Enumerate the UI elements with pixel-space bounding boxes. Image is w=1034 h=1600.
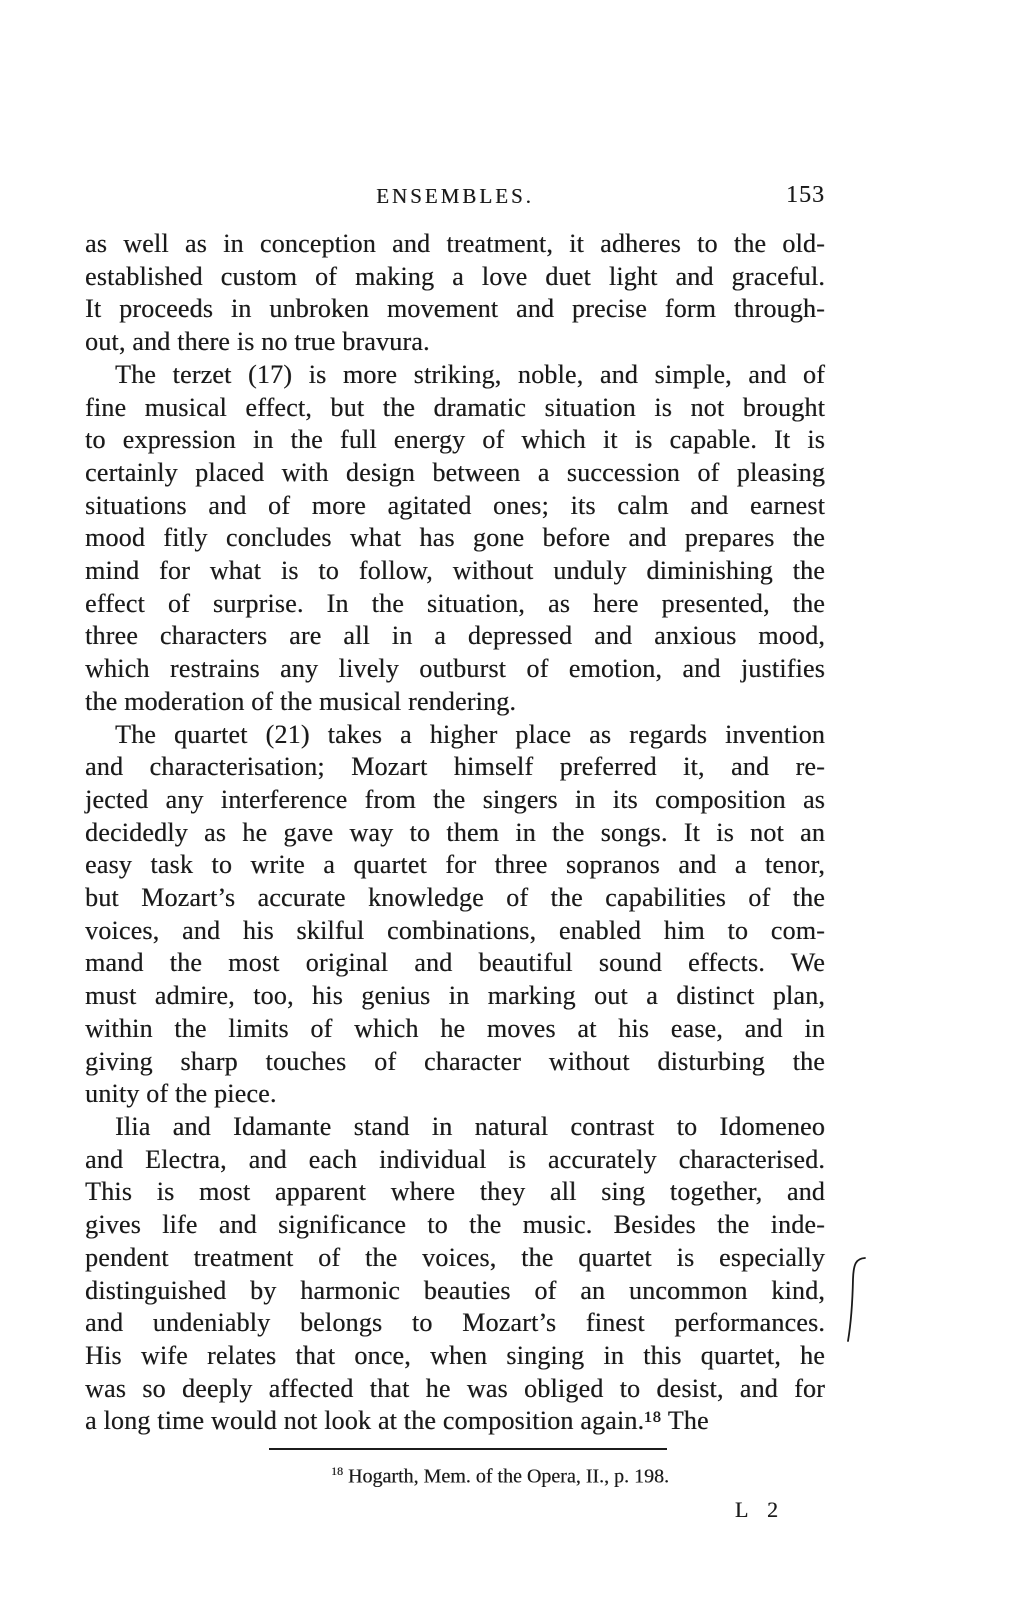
text-line: must admire, too, his genius in marking out a distinct plan, <box>85 981 825 1011</box>
text-line: pendent treatment of the voices, the quartet is especially <box>85 1242 825 1272</box>
text-line: voices, and his skilful combinations, enabled him to com- <box>85 915 825 945</box>
text-line: gives life and significance to the music. Besides the inde- <box>85 1210 825 1240</box>
text-line: and characterisation; Mozart himself preferred it, and re- <box>85 752 825 782</box>
text-line: Ilia and Idamante stand in natural contrast to Idomeneo <box>115 1111 825 1141</box>
footnote-marker: 18 <box>330 1464 343 1479</box>
text-line: established custom of making a love duet light and graceful. <box>85 261 825 291</box>
text-line: mood fitly concludes what has gone before and prepares the <box>85 523 825 553</box>
text-line: mind for what is to follow, without unduly diminishing the <box>85 556 825 586</box>
printers-signature: L 2 <box>734 1496 785 1522</box>
text-line: situations and of more agitated ones; its calm and earnest <box>85 490 825 520</box>
text-line: within the limits of which he moves at his ease, and in <box>85 1013 825 1043</box>
text-line: and undeniably belongs to Mozart’s finest performances. <box>85 1308 825 1338</box>
text-line: decidedly as he gave way to them in the songs. It is not an <box>85 817 825 847</box>
text-line: was so deeply affected that he was obliged to desist, and for <box>85 1373 825 1403</box>
text-line: It proceeds in unbroken movement and precise form through- <box>85 294 825 324</box>
footnote <box>85 1464 825 1489</box>
text-line: fine musical effect, but the dramatic situation is not brought <box>85 392 825 422</box>
text-line: and Electra, and each individual is accurately characterised. <box>85 1144 825 1174</box>
text-line: which restrains any lively outburst of emotion, and justifies <box>85 654 825 684</box>
text-line: The quartet (21) takes a higher place as regards invention <box>115 719 825 749</box>
text-line: unity of the piece. <box>85 1079 277 1109</box>
text-line: distinguished by harmonic beauties of an uncommon kind, <box>85 1275 825 1305</box>
text-line: but Mozart’s accurate knowledge of the capabilities of the <box>85 883 825 913</box>
marginal-pen-mark-icon <box>843 1250 873 1346</box>
text-line: easy task to write a quartet for three sopranos and a tenor, <box>85 850 825 880</box>
text-line: This is most apparent where they all sing together, and <box>85 1177 825 1207</box>
text-line: certainly placed with design between a succession of pleasing <box>85 457 825 487</box>
footnote-rule <box>269 1448 667 1450</box>
text-line: as well as in conception and treatment, it adheres to the old- <box>85 229 825 258</box>
page-header <box>85 184 825 212</box>
text-line: His wife relates that once, when singing in this quartet, he <box>85 1340 825 1370</box>
page-number: 153 <box>786 182 825 208</box>
running-title: ENSEMBLES. <box>376 184 534 208</box>
text-line: mand the most original and beautiful sound effects. We <box>85 948 825 978</box>
text-line: out, and there is no true bravura. <box>85 327 430 357</box>
text-line: The terzet (17) is more striking, noble, and simple, and of <box>115 359 825 389</box>
text-block <box>85 184 825 1523</box>
footnote-text: Hogarth, Mem. of the Opera, II., p. 198. <box>347 1465 670 1488</box>
body-text <box>85 228 825 1438</box>
text-line: three characters are all in a depressed and anxious mood, <box>85 621 825 651</box>
text-line: a long time would not look at the composition again.¹⁸ The <box>85 1406 709 1436</box>
text-line: jected any interference from the singers in its composition as <box>85 784 825 814</box>
text-line: the moderation of the musical rendering. <box>85 686 517 716</box>
text-line: to expression in the full energy of which it is capable. It is <box>85 425 825 455</box>
text-line: giving sharp touches of character without disturbing the <box>85 1046 825 1076</box>
text-line: effect of surprise. In the situation, as here presented, the <box>85 588 825 618</box>
